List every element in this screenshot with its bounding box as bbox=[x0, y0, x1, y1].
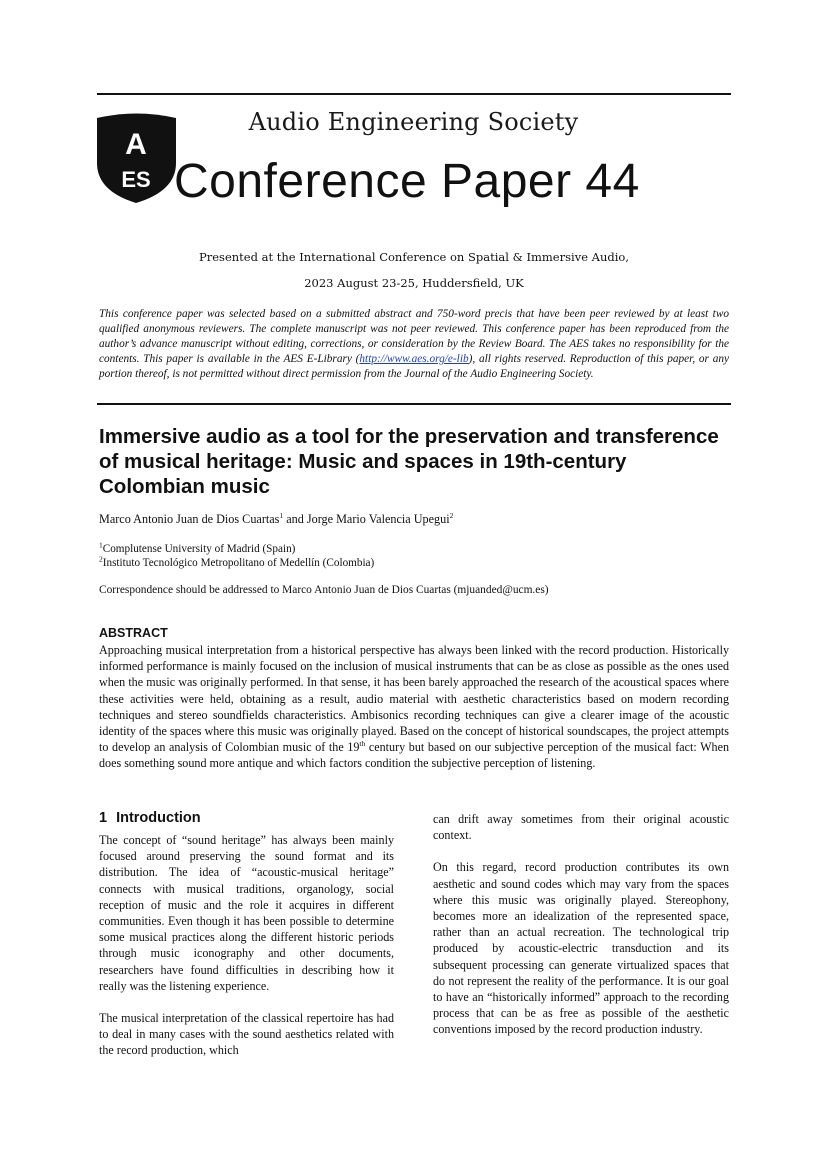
section-number: 1 bbox=[99, 810, 108, 826]
affiliation-2-text: Instituto Tecnológico Metropolitano of Medellín (Colombia) bbox=[102, 557, 375, 569]
author-2-sup: 2 bbox=[449, 510, 454, 520]
aes-logo bbox=[97, 113, 176, 203]
author-1: Marco Antonio Juan de Dios Cuartas bbox=[99, 512, 280, 526]
authors bbox=[99, 512, 453, 527]
presented-line-2: 2023 August 23-25, Huddersfield, UK bbox=[304, 276, 524, 290]
paper-title: Immersive audio as a tool for the preservation and transference of musical heritage: Music and spaces in 19th-century Colombian music bbox=[99, 425, 719, 498]
left-column bbox=[99, 832, 394, 1075]
logo-letter-a: A bbox=[125, 128, 147, 161]
abstract-text-2: century but based on our subjective perception of the musical fact: When does something sound more antique and which factors condition the subjective perception of listening. bbox=[99, 740, 729, 771]
elibrary-link[interactable]: http://www.aes.org/e-lib bbox=[359, 353, 469, 366]
author-joiner: and bbox=[283, 512, 307, 526]
correspondence: Correspondence should be addressed to Marco Antonio Juan de Dios Cuartas (mjuanded@ucm.es) bbox=[99, 584, 549, 596]
section-title: Introduction bbox=[116, 810, 201, 826]
paragraph: The musical interpretation of the classical repertoire has had to deal in many cases with the sound aesthetics related with the record production, which bbox=[99, 1011, 394, 1058]
header-bottom-rule bbox=[97, 403, 731, 405]
top-rule bbox=[97, 93, 731, 95]
paragraph: can drift away sometimes from their original acoustic context. bbox=[433, 812, 729, 843]
disclaimer-text-1: This conference paper was selected based on a submitted abstract and 750-word precis that have been peer reviewed by at least two qualified anonymous reviewers. The complete manuscript was not peer reviewed. This conference paper has been reproduced from the author’s advance manuscript without editing, corrections, or consideration by the Review Board. The AES takes no responsibility for the contents. This paper is available in the AES E-Library ( bbox=[99, 308, 729, 366]
abstract-heading: ABSTRACT bbox=[99, 626, 168, 640]
right-column bbox=[433, 811, 729, 1054]
presented-line-1: Presented at the International Conference on Spatial & Immersive Audio, bbox=[199, 250, 629, 264]
society-name: Audio Engineering Society bbox=[248, 108, 579, 136]
affiliation-2 bbox=[99, 554, 375, 569]
paragraph: On this regard, record production contributes its own aesthetic and sound codes which may vary from the spaces where this music was originally played. Stereophony, becomes more an idealization of the represented space, rather than an actual recreation. The technological trip produced by acoustic-electric transduction and its subsequent processing can generate virtualized spaces that do not represent the reality of the performance. It is our goal to have an “historically informed” approach to the recording process that can be as free as possible of the aesthetic conventions imposed by the record production industry. bbox=[433, 860, 729, 1037]
affiliation-1-text: Complutense University of Madrid (Spain) bbox=[102, 543, 296, 555]
affiliation-2-sup: 2 bbox=[99, 554, 103, 564]
author-1-sup: 1 bbox=[279, 510, 284, 520]
logo-letters-es: ES bbox=[121, 167, 151, 192]
abstract-body bbox=[99, 642, 729, 772]
section-heading bbox=[99, 810, 201, 826]
disclaimer-text-2: ), all rights reserved. Reproduction of this paper, or any portion thereof, is not permitted without direct permission from the Journal of the Audio Engineering Society. bbox=[99, 353, 729, 381]
paragraph: The concept of “sound heritage” has always been mainly focused around preserving the sound format and its distribution. The idea of “acoustic-musical heritage” connects with musical traditions, organology, social reception of music and the role it acquires in different communities. Even though it has been possible to determine some musical practices along the different historic periods through music iconography and other documents, researchers have found difficulties in describing how it really was the listening experience. bbox=[99, 833, 394, 993]
disclaimer bbox=[99, 307, 729, 382]
affiliation-1 bbox=[99, 540, 296, 555]
author-2: Jorge Mario Valencia Upegui bbox=[306, 512, 450, 526]
abstract-sup: th bbox=[359, 739, 366, 749]
abstract-text-1: Approaching musical interpretation from a historical perspective has always been linked with the record production. Historically informed performance is mainly focused on the inclusion of musical instruments that can be as close as possible as the ones used when the music was originally performed. In that sense, it has been barely approached the research of the acoustical spaces where these activities were held, obtaining as a result, audio material with aesthetic characteristics based on modern recording techniques and stereo soundfields characteristics. Ambisonics recording techniques can give a clearer image of the acoustic identity of the spaces where this music was originally played. Based on the concept of historical soundscapes, the project attempts to develop an analysis of Colombian music of the 19 bbox=[99, 643, 729, 755]
affiliation-1-sup: 1 bbox=[99, 540, 103, 550]
paper-label: Conference Paper 44 bbox=[174, 155, 640, 208]
